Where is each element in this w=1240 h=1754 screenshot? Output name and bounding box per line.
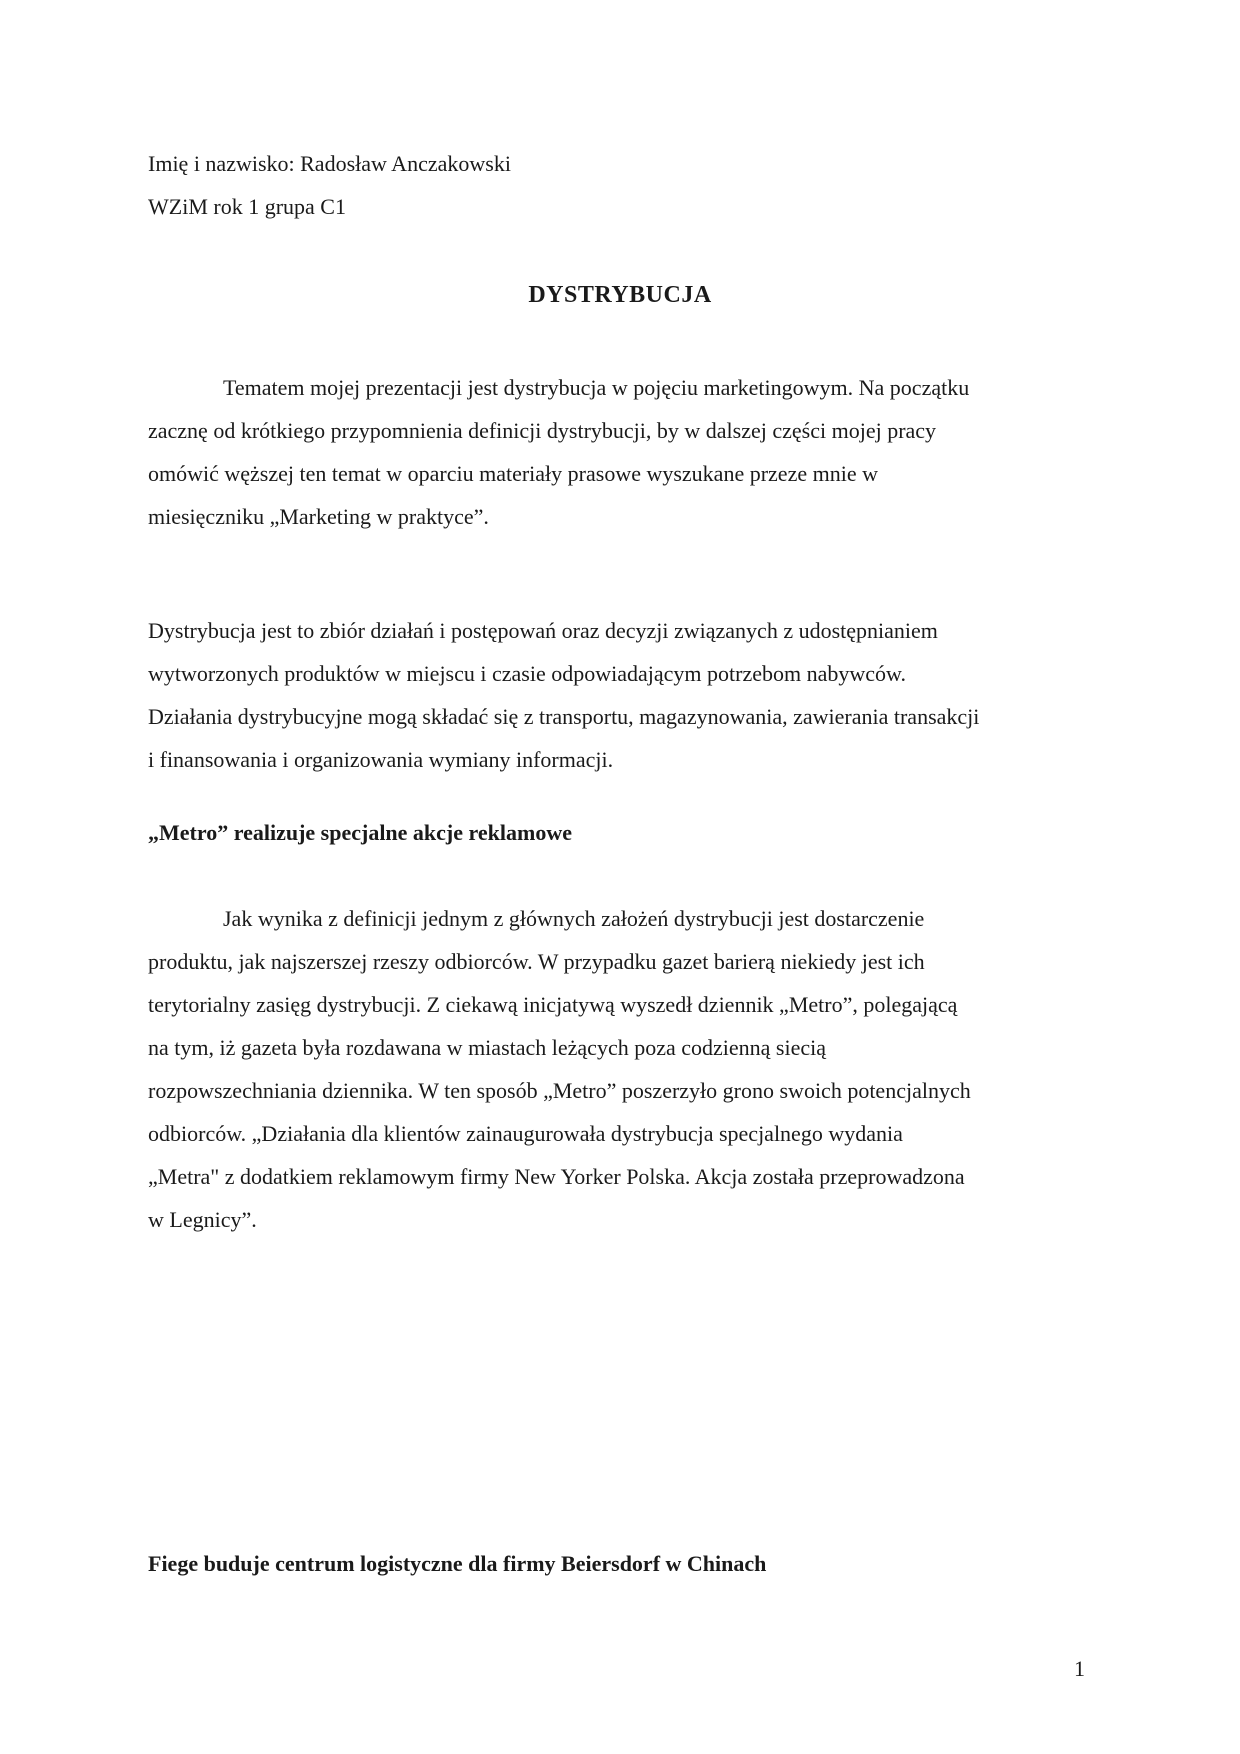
section-line: odbiorców. „Działania dla klientów zainaugurowała dystrybucja specjalnego wydania: [148, 1121, 903, 1146]
section-line: produktu, jak najszerszej rzeszy odbiorców. W przypadku gazet barierą niekiedy jest ich: [148, 949, 925, 974]
section-line: w Legnicy”.: [148, 1207, 257, 1232]
group-line: WZiM rok 1 grupa C1: [148, 194, 346, 219]
definition-line: Dystrybucja jest to zbiór działań i postępowań oraz decyzji związanych z udostępnianiem: [148, 618, 938, 643]
definition-line: wytworzonych produktów w miejscu i czasie odpowiadającym potrzebom nabywców.: [148, 661, 906, 686]
section-line: terytorialny zasięg dystrybucji. Z ciekawą inicjatywą wyszedł dziennik „Metro”, polegającą: [148, 992, 958, 1017]
document-title: DYSTRYBUCJA: [528, 282, 712, 308]
section-line: Jak wynika z definicji jednym z głównych założeń dystrybucji jest dostarczenie: [223, 906, 925, 931]
section-heading-metro: „Metro” realizuje specjalne akcje reklamowe: [148, 820, 572, 845]
page-number: 1: [1074, 1656, 1085, 1681]
section-line: „Metra" z dodatkiem reklamowym firmy New Yorker Polska. Akcja została przeprowadzona: [148, 1164, 965, 1189]
section-line: rozpowszechniania dziennika. W ten sposób „Metro” poszerzyło grono swoich potencjalnych: [148, 1078, 971, 1103]
section-heading-fiege: Fiege buduje centrum logistyczne dla firmy Beiersdorf w Chinach: [148, 1551, 767, 1576]
intro-line: Tematem mojej prezentacji jest dystrybucja w pojęciu marketingowym. Na początku: [223, 375, 970, 400]
intro-line: miesięczniku „Marketing w praktyce”.: [148, 504, 489, 529]
author-name-line: Imię i nazwisko: Radosław Anczakowski: [148, 151, 511, 176]
definition-line: i finansowania i organizowania wymiany informacji.: [148, 747, 614, 772]
intro-line: zacznę od krótkiego przypomnienia definicji dystrybucji, by w dalszej części mojej pracy: [148, 418, 937, 443]
definition-line: Działania dystrybucyjne mogą składać się z transportu, magazynowania, zawierania transakcji: [148, 704, 980, 729]
section-line: na tym, iż gazeta była rozdawana w miastach leżących poza codzienną siecią: [148, 1035, 826, 1060]
intro-line: omówić węższej ten temat w oparciu materiały prasowe wyszukane przeze mnie w: [148, 461, 878, 486]
